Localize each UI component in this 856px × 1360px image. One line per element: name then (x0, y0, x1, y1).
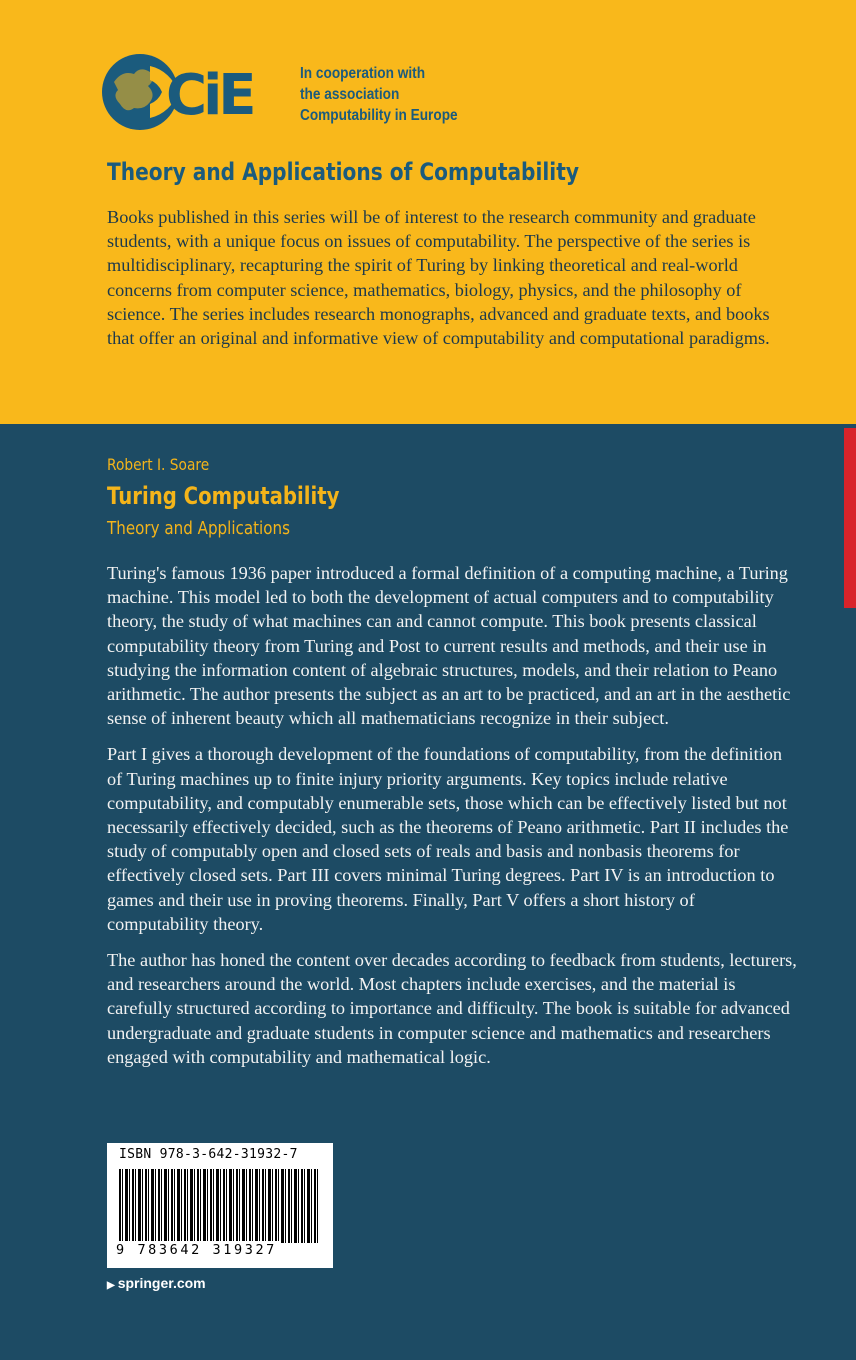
arrow-right-icon: ▶ (107, 1280, 115, 1291)
book-blurb (107, 561, 797, 1081)
blurb-paragraph: Part I gives a thorough development of the foundations of computability, from the definition of Turing machines up to finite injury priority arguments. Key topics include relative computability, and computably enumerable sets, those which can be effectively listed but not necessarily effectively decided, such as the theorems of Peano arithmetic. Part II includes the study of computably open and closed sets of reals and basis and nonbasis theorems for effectively closed sets. Part III covers minimal Turing degrees. Part IV is an introduction to games and their use in proving theorems. Finally, Part V offers a short history of computability theory. (107, 744, 789, 934)
cooperation-line: In cooperation with (300, 65, 426, 82)
barcode-bars (119, 1169, 319, 1249)
author-name: Robert I. Soare (107, 455, 210, 474)
blurb-paragraph: The author has honed the content over decades according to feedback from students, lecturers, and researchers around the world. Most chapters include exercises, and the material is carefully structured according to importance and difficulty. The book is suitable for advanced undergraduate and graduate students in computer science and mathematics and researchers engaged with computability and mathematical logic. (107, 950, 797, 1067)
series-panel (0, 0, 856, 424)
book-title: Turing Computability (107, 482, 340, 510)
isbn-barcode (107, 1143, 333, 1268)
isbn-label: ISBN 978-3-642-31932-7 (119, 1147, 298, 1162)
accent-tab (844, 428, 856, 608)
publisher-link[interactable] (107, 1275, 206, 1291)
blurb-paragraph: Turing's famous 1936 paper introduced a formal definition of a computing machine, a Turing machine. This model led to both the development of actual computers and to computability theory, the study of what machines can and cannot compute. This book presents classical computability theory from Turing and Post to current results and methods, and their use in studying the information content of algebraic structures, models, and their relation to Peano arithmetic. The author presents the subject as an art to be practiced, and an art in the aesthetic sense of inherent beauty which all mathematicians recognize in their subject. (107, 563, 791, 729)
barcode-stripes (119, 1169, 319, 1243)
cie-logo (100, 52, 280, 132)
series-description: Books published in this series will be of interest to the research community and graduate students, with a unique focus on issues of computability. The perspective of the series is multidisciplinary, recapturing the spirit of Turing by linking theoretical and real-world concerns from computer science, mathematics, biology, physics, and the philosophy of science. The series includes research monographs, advanced and graduate texts, and books that offer an original and informative view of computability and computational paradigms. (107, 207, 770, 349)
book-subtitle: Theory and Applications (107, 518, 290, 539)
publisher-url: springer.com (117, 1275, 206, 1291)
cooperation-line: the association (300, 86, 400, 103)
series-title: Theory and Applications of Computability (107, 158, 580, 186)
barcode-digits: 9 783642 319327 (113, 1241, 280, 1258)
cooperation-note (300, 63, 458, 126)
cooperation-line: Computability in Europe (300, 107, 458, 124)
svg-text:CiE: CiE (166, 63, 253, 128)
